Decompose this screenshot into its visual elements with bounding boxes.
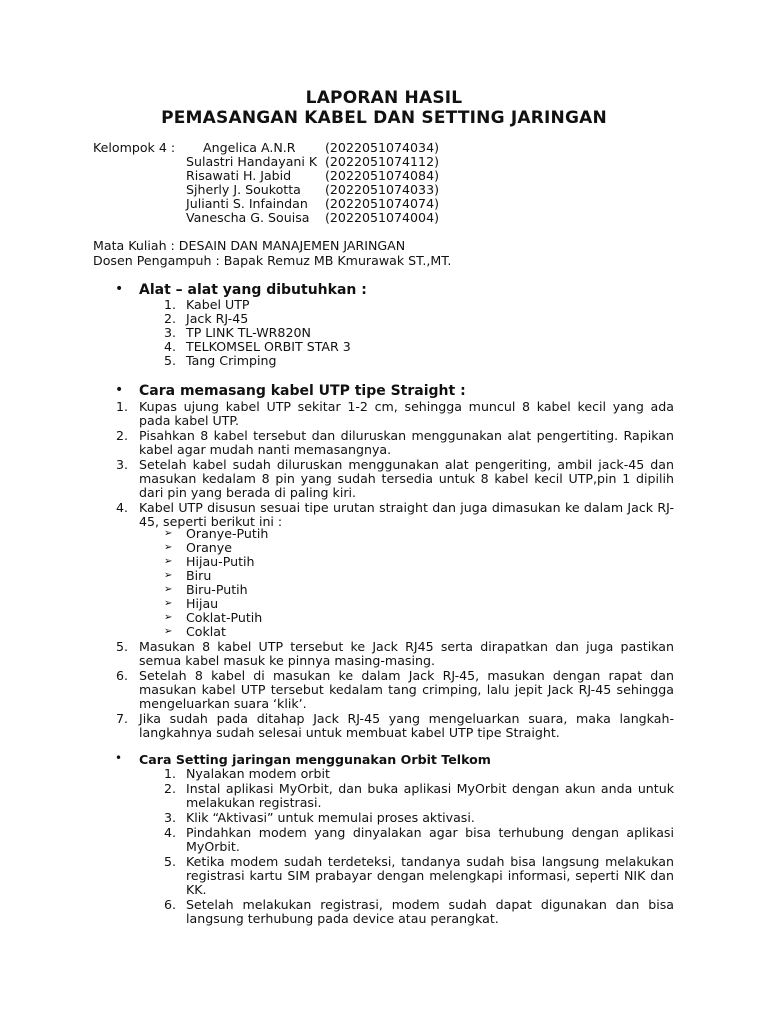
report-subtitle: PEMASANGAN KABEL DAN SETTING JARINGAN: [161, 108, 607, 128]
bullet-icon: •: [115, 751, 123, 765]
list-item: 6. Setelah 8 kabel di masukan ke dalam Jack RJ-45, masukan dengan rapat dan masukan kabel UTP tersebut kedalam tang crimping, lalu jepit Jack RJ-45 sehingga mengeluarkan suara ‘klik’.: [115, 668, 674, 711]
list-item: 3. Setelah kabel sudah diluruskan menggunakan alat pengeriting, ambil jack-45 dan masukan kedalam 8 pin yang sudah tersedia untuk 8 kabel kecil UTP,pin 1 dipilih dari pin yang berada di paling kiri.: [115, 457, 674, 500]
straight-steps-list-cont: [100, 640, 674, 740]
list-item: 2. Jack RJ-45: [163, 311, 249, 326]
list-item: 4. Kabel UTP disusun sesuai tipe urutan straight dan juga dimasukan ke dalam Jack RJ-45, seperti berikut ini :: [115, 500, 674, 529]
member-nim: (2022051074084): [325, 168, 439, 183]
group-label: Kelompok 4 :: [93, 140, 176, 155]
list-item: 5. Masukan 8 kabel UTP tersebut ke Jack RJ45 serta dirapatkan dan juga pastikan semua kabel masuk ke pinnya masing-masing.: [115, 639, 674, 668]
member-name: Vanescha G. Souisa: [186, 210, 310, 225]
list-item: 2. Instal aplikasi MyOrbit, dan buka aplikasi MyOrbit dengan akun anda untuk melakukan registrasi.: [163, 781, 674, 810]
list-item: 5. Tang Crimping: [163, 353, 277, 368]
arrow-bullet-icon: ➢: [164, 570, 173, 581]
section-heading-tools: Alat – alat yang dibutuhkan :: [139, 282, 367, 298]
arrow-bullet-icon: ➢: [164, 542, 173, 553]
list-item: 5. Ketika modem sudah terdeteksi, tandanya sudah bisa langsung melakukan registrasi kartu SIM prabayar dengan melengkapi informasi, seperti NIK dan KK.: [163, 854, 674, 897]
straight-steps-list: [100, 400, 674, 529]
member-name: Sjherly J. Soukotta: [186, 182, 301, 197]
list-item: 7. Jika sudah pada ditahap Jack RJ-45 yang mengeluarkan suara, maka langkah-langkahnya sudah selesai untuk membuat kabel UTP tipe Straight.: [115, 711, 674, 740]
list-item: 4. TELKOMSEL ORBIT STAR 3: [163, 339, 351, 354]
member-name: Angelica A.N.R: [203, 140, 296, 155]
document-page: LAPORAN HASIL PEMASANGAN KABEL DAN SETTING JARINGAN Kelompok 4 : Angelica A.N.R (2022051074034) Sulastri Handayani K (2022051074112) Risawati H. Jabid (2022051074084) Sjherly J. Soukotta (2022051074033) Julianti S. Infaindan (2022051074074) Vanescha G. Souisa (2022051074004) Mata Kuliah : DESAIN DAN MANAJEMEN JARINGAN Dosen Pengampuh : Bapak Remuz MB Kmurawak ST.,MT. • Alat – alat yang dibutuhkan : 1. Kabel UTP 2. Jack RJ-45 3. TP LINK TL-WR820N 4. TELKOMSEL ORBIT STAR 3 5. Tang Crimping • Cara memasang kabel UTP tipe Straight : 1. Kupas ujung kabel UTP sekitar 1-2 cm, sehingga muncul 8 kabel kecil yang ada pada kabel UTP. 2. Pisahkan 8 kabel tersebut dan diluruskan menggunakan alat pengertiting. Rapikan kabel agar mudah nanti memasangnya. 3. Setelah kabel sudah diluruskan menggunakan alat pengeriting, ambil jack-45 dan masukan kedalam 8 pin yang sudah tersedia untuk 8 kabel kecil UTP,pin 1 dipilih dari pin yang berada di paling kiri. 4. Kabel UTP disusun sesuai tipe urutan straight dan juga dimasukan ke dalam Jack RJ-45, seperti berikut ini : ➢ Oranye-Putih ➢ Oranye ➢ Hijau-Putih ➢ Biru ➢ Biru-Putih ➢ Hijau ➢ Coklat-Putih ➢ Coklat 5. Masukan 8 kabel UTP tersebut ke Jack RJ45 serta dirapatkan dan juga pastikan semua kabel masuk ke pinnya masing-masing. 6. Setelah 8 kabel di masukan ke dalam Jack RJ-45, masukan dengan rapat dan masukan kabel UTP tersebut kedalam tang crimping, lalu jepit Jack RJ-45 sehingga mengeluarkan suara ‘klik’. 7. Jika sudah pada ditahap Jack RJ-45 yang mengeluarkan suara, maka langkah-langkahnya sudah selesai untuk membuat kabel UTP tipe Straight. • Cara Setting jaringan menggunakan Orbit Telkom 1. Nyalakan modem orbit 2. Instal aplikasi MyOrbit, dan buka aplikasi MyOrbit dengan akun anda untuk melakukan registrasi. 3. Klik “Aktivasi” untuk memulai proses aktivasi. 4. Pindahkan modem yang dinyalakan agar bisa terhubung dengan aplikasi MyOrbit. 5. Ketika modem sudah terdeteksi, tandanya sudah bisa langsung melakukan registrasi kartu SIM prabayar dengan melengkapi informasi, seperti NIK dan KK. 6. Setelah melakukan registrasi, modem sudah dapat digunakan dan bisa langsung terhubung pada device atau perangkat.: [0, 0, 768, 1024]
arrow-bullet-icon: ➢: [164, 584, 173, 595]
list-item: 1. Nyalakan modem orbit: [163, 766, 330, 781]
bullet-icon: •: [115, 382, 124, 398]
member-name: Sulastri Handayani K: [186, 154, 318, 169]
member-nim: (2022051074034): [325, 140, 439, 155]
lecturer-line: Dosen Pengampuh : Bapak Remuz MB Kmurawak ST.,MT.: [93, 253, 452, 268]
tools-list: [150, 298, 520, 368]
section-heading-straight: Cara memasang kabel UTP tipe Straight :: [139, 383, 466, 399]
arrow-bullet-icon: ➢: [164, 598, 173, 609]
list-item: 6. Setelah melakukan registrasi, modem sudah dapat digunakan dan bisa langsung terhubung pada device atau perangkat.: [163, 897, 674, 926]
report-title: LAPORAN HASIL: [305, 88, 463, 108]
arrow-bullet-icon: ➢: [164, 626, 173, 637]
list-item: 2. Pisahkan 8 kabel tersebut dan diluruskan menggunakan alat pengertiting. Rapikan kabel agar mudah nanti memasangnya.: [115, 428, 674, 457]
list-item: 4. Pindahkan modem yang dinyalakan agar bisa terhubung dengan aplikasi MyOrbit.: [163, 825, 674, 854]
course-line: Mata Kuliah : DESAIN DAN MANAJEMEN JARINGAN: [93, 238, 406, 253]
list-item: 3. Klik “Aktivasi” untuk memulai proses aktivasi.: [163, 810, 475, 825]
arrow-bullet-icon: ➢: [164, 612, 173, 623]
list-item: 1. Kabel UTP: [163, 297, 250, 312]
orbit-steps-list: [150, 767, 674, 926]
member-name: Risawati H. Jabid: [186, 168, 292, 183]
member-nim: (2022051074004): [325, 210, 439, 225]
member-nim: (2022051074074): [325, 196, 439, 211]
arrow-bullet-icon: ➢: [164, 556, 173, 567]
bullet-icon: •: [115, 281, 124, 297]
list-item: 1. Kupas ujung kabel UTP sekitar 1-2 cm, sehingga muncul 8 kabel kecil yang ada pada kabel UTP.: [115, 399, 674, 428]
member-nim: (2022051074033): [325, 182, 439, 197]
member-nim: (2022051074112): [325, 154, 439, 169]
list-item: 3. TP LINK TL-WR820N: [163, 325, 311, 340]
section-heading-orbit: Cara Setting jaringan menggunakan Orbit Telkom: [139, 752, 491, 767]
arrow-bullet-icon: ➢: [164, 528, 173, 539]
member-name: Julianti S. Infaindan: [186, 196, 308, 211]
